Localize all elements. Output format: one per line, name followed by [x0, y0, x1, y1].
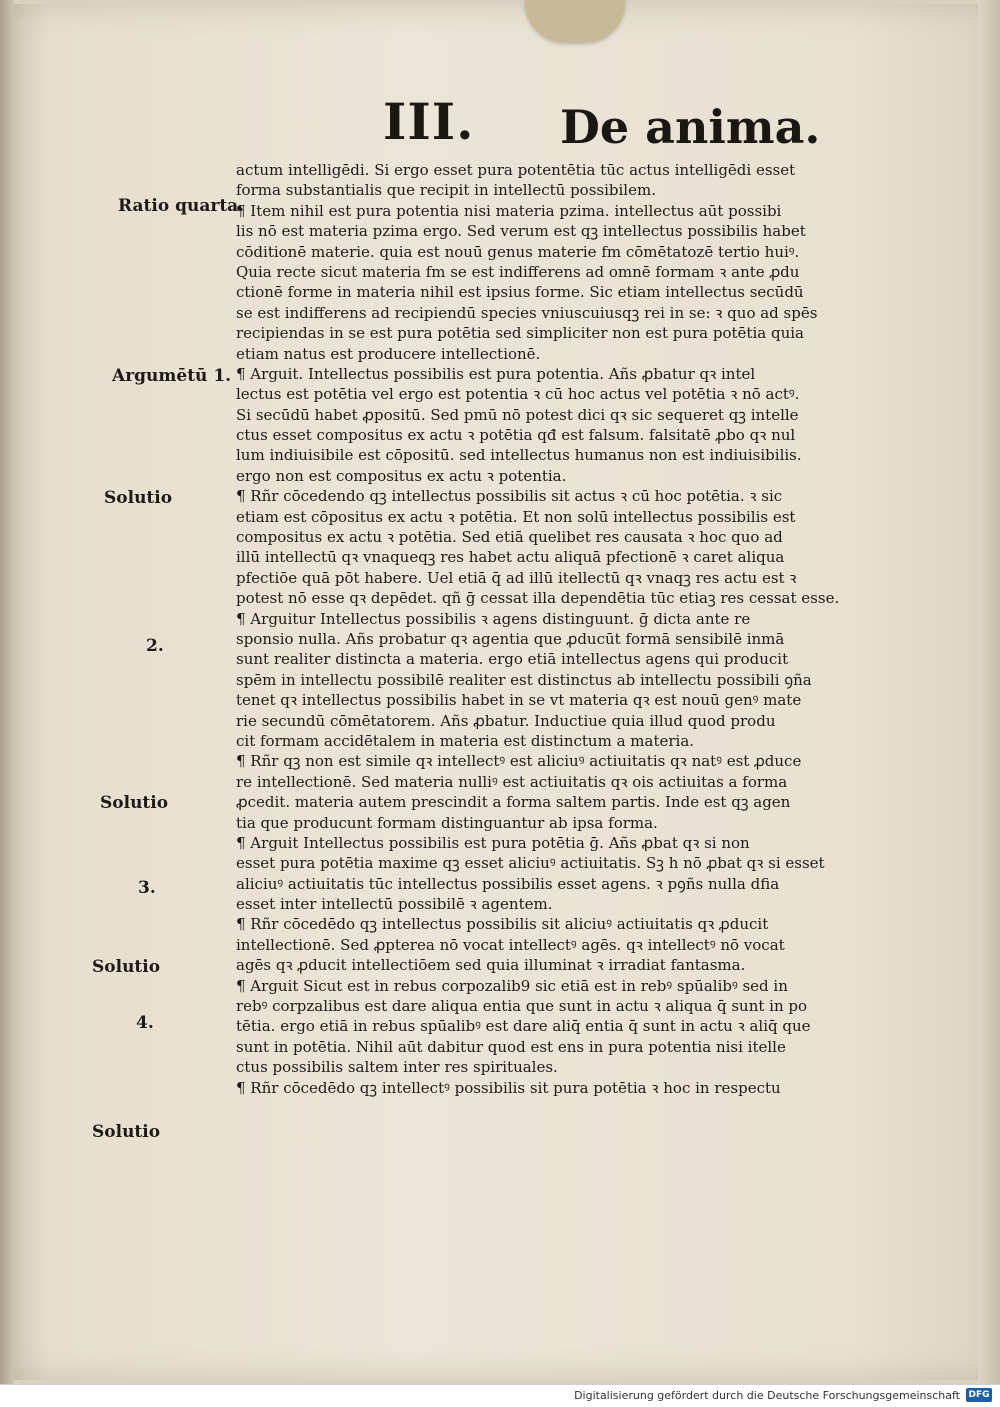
text-line: tenet qꝛ intellectus possibilis habet in se vt materia qꝛ est nouū genꝰ mate [236, 691, 802, 710]
text-line: tētia. ergo etiā in rebus spūalibꝰ est dare aliq̄ entia q̄ sunt in actu ꝛ aliq̄ que [236, 1017, 811, 1036]
text-line: sunt in potētia. Nihil aūt dabitur quod est ens in pura potentia nisi itelle [236, 1037, 786, 1056]
text-line: spēm in intellectu possibilē realiter est distinctus ab intellectu possibili ꝯña [236, 670, 812, 689]
binding-gutter [0, 0, 14, 1384]
text-line: agēs qꝛ ꝓducit intellectiōem sed quia illuminat ꝛ irradiat fantasma. [236, 956, 746, 975]
text-line: rie secundū cōmētatorem. Añs ꝓbatur. Inductiue quia illud quod produ [236, 711, 776, 730]
funding-notice: Digitalisierung gefördert durch die Deutsche Forschungsgemeinschaft [574, 1389, 960, 1402]
margin-note: 4. [136, 1013, 154, 1033]
folio-numeral: III. [383, 92, 475, 151]
text-line: se est indifferens ad recipiendū species vniuscuiusqꝫ rei in se: ꝛ quo ad spēs [236, 303, 818, 322]
text-line: etiam natus est producere intellectionē. [236, 344, 541, 363]
text-line: ctus esset compositus ex actu ꝛ potētia qđ est falsum. falsitatē ꝓbo qꝛ nul [236, 426, 796, 445]
text-line: esset inter intellectū possibilē ꝛ agentem. [236, 895, 553, 914]
text-line: forma substantialis que recipit in intellectū possibilem. [236, 181, 656, 200]
margin-note: 2. [146, 636, 164, 656]
dfg-logo: DFG [966, 1388, 992, 1402]
margin-note: Ratio quarta. [118, 196, 245, 216]
margin-note: 3. [138, 878, 156, 898]
text-line: ergo non est compositus ex actu ꝛ potentia. [236, 466, 567, 485]
text-line: ¶ Arguitur Intellectus possibilis ꝛ agens distinguunt. ḡ dicta ante re [236, 609, 751, 628]
text-line: ¶ Rñr cōcedēdo qꝫ intellectꝰ possibilis sit pura potētia ꝛ hoc in respectu [236, 1078, 781, 1097]
text-line: ¶ Arguit. Intellectus possibilis est pura potentia. Añs ꝓbatur qꝛ intel [236, 364, 756, 383]
text-line: actum intelligēdi. Si ergo esset pura potentētia tūc actus intelligēdi esset [236, 161, 796, 179]
text-line: lis nō est materia pzima ergo. Sed verum est qꝫ intellectus possibilis habet [236, 222, 806, 241]
text-line: recipiendas in se est pura potētia sed simpliciter non est pura potētia quia [236, 324, 804, 343]
margin-note: Solutio [92, 957, 161, 977]
text-line: ¶ Rñr cōcedendo qꝫ intellectus possibilis sit actus ꝛ cū hoc potētia. ꝛ sic [236, 487, 783, 506]
text-line: ¶ Arguit Intellectus possibilis est pura potētia ḡ. Añs ꝓbat qꝛ si non [236, 833, 750, 852]
text-line: aliciuꝰ actiuitatis tūc intellectus possibilis esset agens. ꝛ pꝯñs nulla dfia [236, 874, 780, 893]
text-line: rebꝰ corpzalibus est dare aliqua entia que sunt in actu ꝛ aliqua q̄ sunt in po [236, 997, 808, 1016]
text-line: lectus est potētia vel ergo est potentia ꝛ cū hoc actus vel potētia ꝛ nō actꝰ. [236, 385, 800, 404]
text-line: Si secūdū habet ꝓpositū. Sed pmū nō potest dici qꝛ sic sequeret qꝫ intelle [236, 405, 799, 424]
text-line: Quia recte sicut materia fm se est indifferens ad omnē formam ꝛ ante ꝓdu [236, 262, 800, 281]
running-title: De anima. [560, 100, 821, 154]
text-line: ¶ Rñr qꝫ non est simile qꝛ intellectꝰ est aliciuꝰ actiuitatis qꝛ natꝰ est ꝓduce [236, 752, 802, 771]
text-line: ctionē forme in materia nihil est ipsius forme. Sic etiam intellectus secūdū [236, 283, 804, 302]
margin-note: Solutio [92, 1122, 161, 1142]
text-line: pfectiōe quā pōt habere. Uel etiā q̄ ad illū itellectū qꝛ vnaqꝫ res actu est ꝛ [236, 568, 797, 587]
text-line: etiam est cōpositus ex actu ꝛ potētia. Et non solū intellectus possibilis est [236, 507, 796, 526]
text-line: intellectionē. Sed ꝓpterea nō vocat intellectꝰ agēs. qꝛ intellectꝰ nō vocat [236, 935, 785, 954]
text-line: ¶ Arguit Sicut est in rebus corpozalib9 sic etiā est in rebꝰ spūalibꝰ sed in [236, 976, 788, 995]
text-line: compositus ex actu ꝛ potētia. Sed etiā quelibet res causata ꝛ hoc quo ad [236, 528, 783, 547]
margin-note: Solutio [100, 793, 169, 813]
text-line: ¶ Item nihil est pura potentia nisi materia pzima. intellectus aūt possibi [236, 201, 782, 220]
margin-note: Solutio [104, 488, 173, 508]
text-line: sponsio nulla. Añs probatur qꝛ agentia que ꝓducūt formā sensibilē inmā [236, 629, 785, 648]
text-line: ꝓcedit. materia autem prescindit a forma saltem partis. Inde est qꝫ agen [236, 793, 791, 812]
text-line: illū intellectū qꝛ vnaqueqꝫ res habet actu aliquā pfectionē ꝛ caret aliqua [236, 548, 785, 567]
text-line: cit formam accidētalem in materia est distinctum a materia. [236, 731, 695, 750]
text-line: re intellectionē. Sed materia nulliꝰ est actiuitatis qꝛ ois actiuitas a forma [236, 772, 788, 791]
body-text [236, 160, 886, 1098]
text-line: cōditionē materie. quia est nouū genus materie fm cōmētatozē tertio huiꝰ. [236, 242, 800, 261]
footer-bar [0, 1384, 1000, 1407]
text-line: sunt realiter distincta a materia. ergo etiā intellectus agens qui producit [236, 650, 789, 669]
text-line: esset pura potētia maxime qꝫ esset aliciuꝰ actiuitatis. Sꝫ h nō ꝓbat qꝛ si esset [236, 854, 825, 873]
text-line: tia que producunt formam distinguantur ab ipsa forma. [236, 813, 658, 832]
text-line: lum indiuisibile est cōpositū. sed intellectus humanus non est indiuisibilis. [236, 446, 802, 465]
margin-note: Argumētū 1. [112, 366, 232, 386]
page-edge [978, 0, 1000, 1384]
text-line: potest nō esse qꝛ depēdet. qñ ḡ cessat illa dependētia tūc etiaꝫ res cessat esse. [236, 589, 840, 608]
text-line: ¶ Rñr cōcedēdo qꝫ intellectus possibilis sit aliciuꝰ actiuitatis qꝛ ꝓducit [236, 915, 769, 934]
text-line: ctus possibilis saltem inter res spirituales. [236, 1058, 558, 1077]
